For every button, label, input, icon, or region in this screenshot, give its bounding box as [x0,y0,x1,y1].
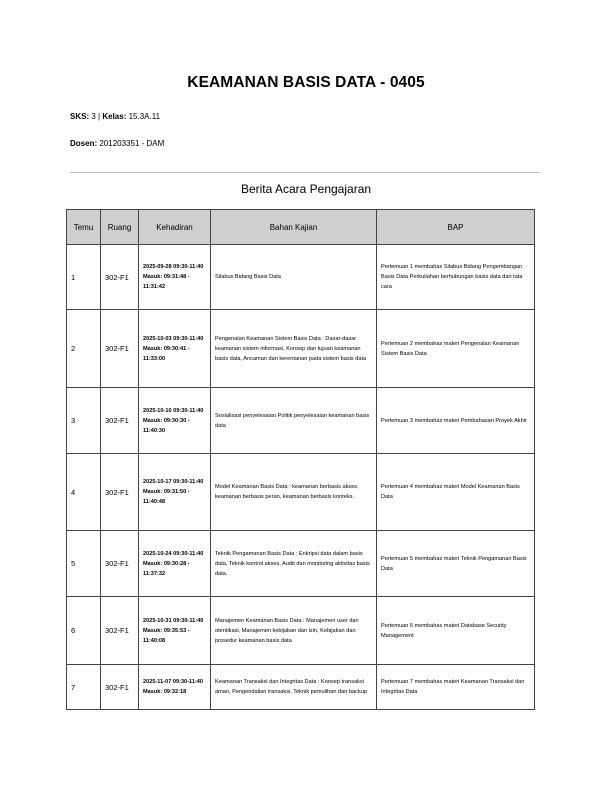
cell-bap: Pertemuan 1 membahas Silabus Bidang Pengembangan Basis Data Perkuliahan berhubungan basis data dan tata cara [377,245,535,310]
cell-ruang: 302-F1 [101,245,139,310]
cell-bahan-kajian: Teknik Pengamanan Basis Data : Enkripsi data dalam basis data, Teknik kontrol akses, Audit dan monitoring aktivitas basis data. [211,531,377,597]
cell-temu: 5 [67,531,101,597]
table-header-row [67,210,535,245]
cell-kehadiran: 2025-10-03 09:30-11:40 Masuk: 09:30:41 - 11:33:00 [139,310,211,388]
cell-kehadiran: 2025-10-24 09:30-11:40 Masuk: 09:30:28 - 11:37:32 [139,531,211,597]
cell-bap: Pertemuan 4 membahas materi Model Keamanan Basis Data [377,454,535,531]
dosen-label: Dosen: [70,139,98,148]
table-row [67,454,535,531]
table-row [67,665,535,710]
header-ruang: Ruang [101,210,139,245]
cell-temu: 6 [67,597,101,665]
kelas-label: Kelas: [102,112,127,121]
divider [70,172,540,173]
cell-bahan-kajian: Model Keamanan Basis Data : keamanan berbasis akses, keamanan berbasis peran, keamanan berbasis konteks. [211,454,377,531]
cell-bap: Pertemuan 7 membahas materi Keamanan Transaksi dan Integritas Data [377,665,535,710]
cell-ruang: 302-F1 [101,597,139,665]
course-meta-sks-kelas [70,112,160,121]
cell-bahan-kajian: Manajemen Keamanan Basis Data : Manajemen user dan otentikasi, Manajemen kebijakan dan izin, Kebijakan dan prosedur keamanan basis data [211,597,377,665]
course-meta-dosen [70,139,164,148]
course-title: KEAMANAN BASIS DATA - 0405 [187,74,425,91]
cell-bap: Pertemuan 2 membahas materi Pengenalan Keamanan Sistem Basis Data [377,310,535,388]
header-bap: BAP [377,210,535,245]
cell-bahan-kajian: Silabus Bidang Basis Data [211,245,377,310]
header-bahan-kajian: Bahan Kajian [211,210,377,245]
cell-bap: Pertemuan 3 membahas materi Pembahasan Proyek Akhir [377,388,535,454]
cell-bahan-kajian: Sosialisasi penyelesaian Politik penyelesaian keamanan basis data [211,388,377,454]
teaching-record-table [66,209,535,710]
sks-value: 3 [91,112,96,121]
cell-kehadiran: 2025-11-07 09:30-11:40 Masuk: 09:32:18 [139,665,211,710]
table-row [67,245,535,310]
table-row [67,597,535,665]
cell-temu: 1 [67,245,101,310]
cell-ruang: 302-F1 [101,531,139,597]
table-row [67,388,535,454]
cell-bap: Pertemuan 5 membahas materi Teknik Pengamanan Basis Data [377,531,535,597]
cell-temu: 4 [67,454,101,531]
cell-ruang: 302-F1 [101,388,139,454]
header-kehadiran: Kehadiran [139,210,211,245]
table-row [67,531,535,597]
table-row [67,310,535,388]
cell-temu: 2 [67,310,101,388]
cell-kehadiran: 2025-09-28 09:30-11:40 Masuk: 09:31:48 - 11:31:42 [139,245,211,310]
cell-ruang: 302-F1 [101,665,139,710]
cell-temu: 3 [67,388,101,454]
cell-kehadiran: 2025-10-31 09:30-11:40 Masuk: 09:35:53 - 11:40:08 [139,597,211,665]
cell-ruang: 302-F1 [101,454,139,531]
dosen-value: 201203351 - DAM [99,139,165,148]
cell-ruang: 302-F1 [101,310,139,388]
header-temu: Temu [67,210,101,245]
kelas-value: 15.3A.11 [128,112,161,121]
cell-bahan-kajian: Keamanan Transaksi dan Integritas Data : Konsep transaksi aman, Pengendalian transaksi, Teknik pemulihan dan backup [211,665,377,710]
sks-label: SKS: [70,112,90,121]
cell-bahan-kajian: Pengenalan Keamanan Sistem Basis Data : Dasar-dasar keamanan sistem informasi, Konsep dan tujuan keamanan basis data, Ancaman dan kerentanan pada sistem basis data [211,310,377,388]
cell-bap: Pertemuan 6 membahas materi Database Security Management [377,597,535,665]
cell-kehadiran: 2025-10-10 09:30-11:40 Masuk: 09:30:30 - 11:40:30 [139,388,211,454]
cell-kehadiran: 2025-10-17 09:30-11:40 Masuk: 09:31:50 - 11:40:48 [139,454,211,531]
meta-separator: | [98,112,101,121]
section-title: Berita Acara Pengajaran [240,182,372,196]
cell-temu: 7 [67,665,101,710]
